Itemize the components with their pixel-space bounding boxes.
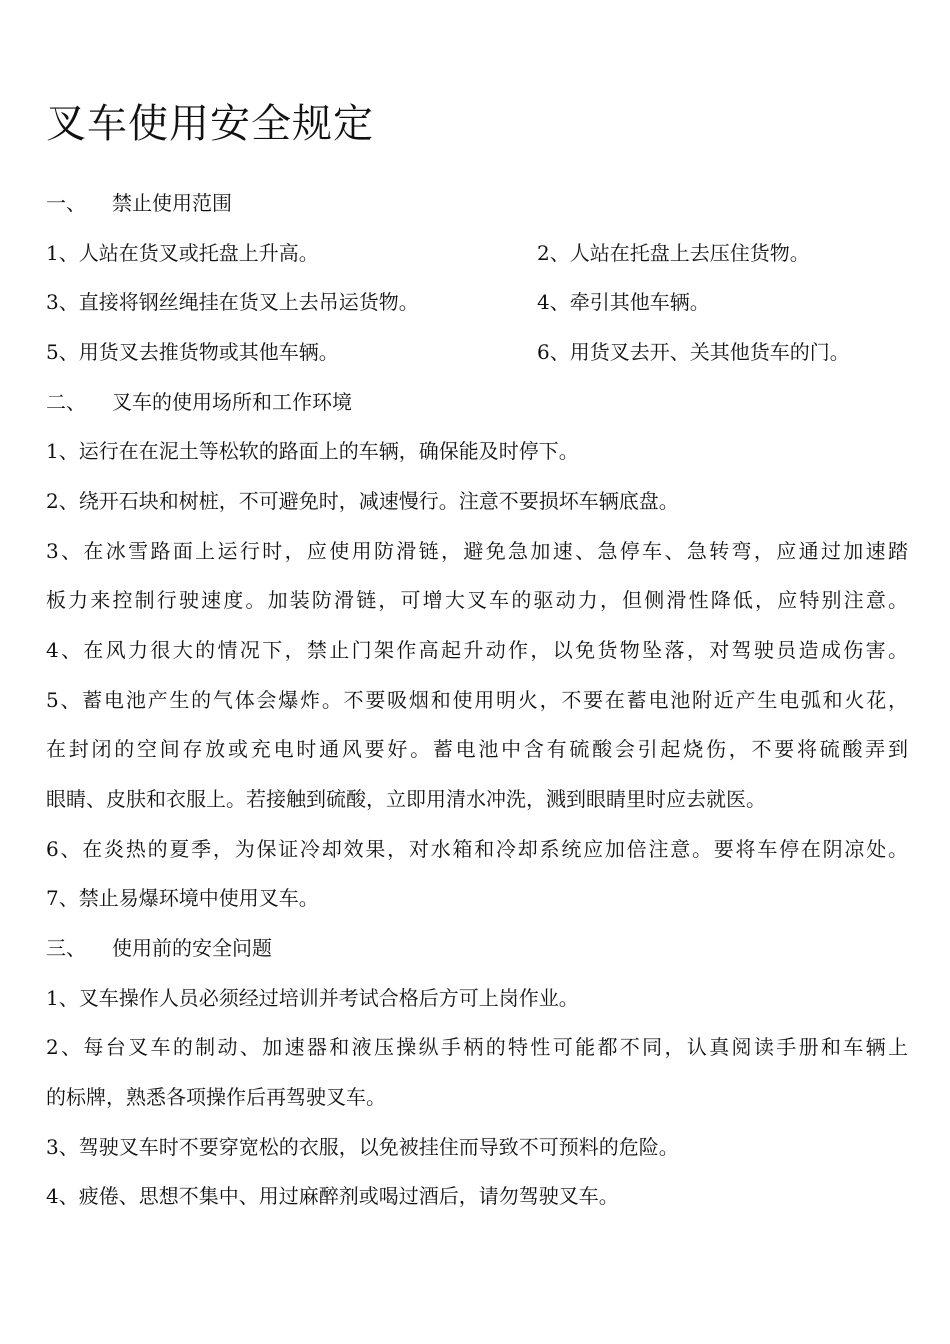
section-heading-1 <box>46 189 232 217</box>
section-title: 叉车的使用场所和工作环境 <box>112 390 352 414</box>
paragraph-line: 4、在风力很大的情况下，禁止门架作高起升动作，以免货物坠落，对驾驶员造成伤害。 <box>46 638 908 662</box>
paragraph-line: 的标牌，熟悉各项操作后再驾驶叉车。 <box>46 1085 386 1109</box>
list-item: 3、直接将钢丝绳挂在货叉上去吊运货物。 <box>46 290 419 314</box>
section-number: 二、 <box>46 390 86 414</box>
document-title: 叉车使用安全规定 <box>46 101 374 147</box>
paragraph-line: 3、在冰雪路面上运行时，应使用防滑链，避免急加速、急停车、急转弯，应通过加速踏 <box>46 539 908 563</box>
list-item: 6、用货叉去开、关其他货车的门。 <box>537 340 850 364</box>
paragraph-line: 4、疲倦、思想不集中、用过麻醉剂或喝过酒后，请勿驾驶叉车。 <box>46 1184 619 1208</box>
paragraph-line: 2、绕开石块和树桩，不可避免时，减速慢行。注意不要损坏车辆底盘。 <box>46 489 679 513</box>
paragraph-line: 眼睛、皮肤和衣服上。若接触到硫酸，立即用清水冲洗，溅到眼睛里时应去就医。 <box>46 787 766 811</box>
list-item: 1、人站在货叉或托盘上升高。 <box>46 241 319 265</box>
paragraph-line: 1、运行在在泥土等松软的路面上的车辆，确保能及时停下。 <box>46 439 579 463</box>
paragraph-line: 2、每台叉车的制动、加速器和液压操纵手柄的特性可能都不同，认真阅读手册和车辆上 <box>46 1035 908 1059</box>
section-heading-3 <box>46 934 272 962</box>
section-heading-2 <box>46 388 352 416</box>
paragraph-line: 7、禁止易爆环境中使用叉车。 <box>46 886 319 910</box>
paragraph-line: 3、驾驶叉车时不要穿宽松的衣服，以免被挂住而导致不可预料的危险。 <box>46 1135 679 1159</box>
section-number: 三、 <box>46 936 86 960</box>
paragraph-line: 在封闭的空间存放或充电时通风要好。蓄电池中含有硫酸会引起烧伤，不要将硫酸弄到 <box>46 737 908 761</box>
list-item: 4、牵引其他车辆。 <box>537 290 710 314</box>
paragraph-line: 1、叉车操作人员必须经过培训并考试合格后方可上岗作业。 <box>46 986 579 1010</box>
paragraph-line: 6、在炎热的夏季，为保证冷却效果，对水箱和冷却系统应加倍注意。要将车停在阴凉处。 <box>46 837 908 861</box>
section-title: 使用前的安全问题 <box>112 936 272 960</box>
paragraph-line: 板力来控制行驶速度。加装防滑链，可增大叉车的驱动力，但侧滑性降低，应特别注意。 <box>46 588 908 612</box>
paragraph-line: 5、蓄电池产生的气体会爆炸。不要吸烟和使用明火，不要在蓄电池附近产生电弧和火花， <box>46 688 908 712</box>
section-number: 一、 <box>46 191 86 215</box>
list-item: 5、用货叉去推货物或其他车辆。 <box>46 340 339 364</box>
section-title: 禁止使用范围 <box>112 191 232 215</box>
list-item: 2、人站在托盘上去压住货物。 <box>537 241 810 265</box>
